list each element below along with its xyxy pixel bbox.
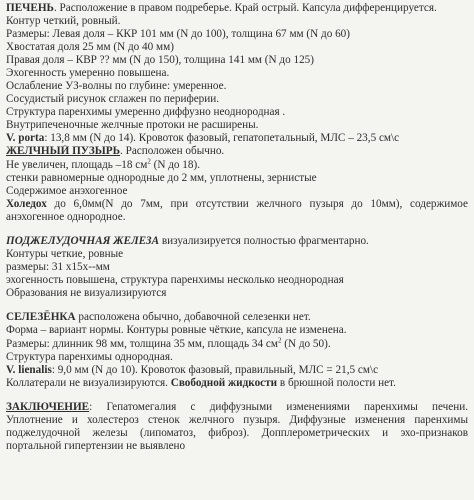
liver-line: Сосудистый рисунок сглажен по периферии. [6,93,220,105]
vlienalis-label: V. lienalis [6,364,52,376]
spleen-size-sup: 2 [277,337,282,345]
pancreas-line: Образования не визуализируются [6,287,167,299]
pancreas-line: Контуры четкие, ровные [6,248,124,260]
liver-line: Внутрипеченочные желчные протоки не расширены. [6,119,259,131]
liver-line: Контур четкий, ровный. [6,15,121,27]
spacer [6,300,468,310]
spleen-size-text: Размеры: длинник 98 мм, толщина 35 мм, площадь 34 см [6,338,278,350]
vporta-text: : 13,8 мм (N до 14). Кровоток фазовый, гепатопетальный, МЛС – 23,5 см\с [44,132,400,144]
vlienalis-text: : 9,0 мм (N до 10). Кровоток фазовый, правильный, МЛС = 21,5 см\с [51,364,379,376]
conclusion-line: портальной гипертензии не выявлено [6,440,186,452]
gallbladder-line: стенки равномерные однородные до 2 мм, уплотнены, зернистые [6,172,317,184]
vporta-line [6,132,468,145]
pancreas-section [6,234,468,300]
gallbladder-size-tail: (N до 18). [150,159,201,171]
pancreas-heading-line [6,234,468,248]
free-fluid-label: Свободной жидкости [170,377,278,389]
liver-section [6,2,468,145]
liver-heading: ПЕЧЕНЬ [6,2,54,14]
liver-line: Правая доля – КВР ?? мм (N до 150), толщина 141 мм (N до 125) [6,54,314,66]
spleen-heading-line [6,310,468,324]
spleen-heading: СЕЛЕЗЁНКА [6,311,76,323]
free-fluid-tail: в брюшной полости нет. [277,377,396,389]
vporta-label: V. porta [6,132,45,144]
spacer [6,390,468,400]
pancreas-heading-text: визуализируется полностью фрагментарно. [159,235,369,247]
gallbladder-section [6,145,468,224]
pancreas-line: эхогенность повышена, структура паренхимы несколько неоднородная [6,274,344,286]
gallbladder-line: Содержимое анэхогенное [6,185,128,197]
liver-heading-line [6,2,468,15]
spacer [6,224,468,234]
collaterals-text: Коллатерали не визуализируются. [6,377,171,389]
liver-heading-text: . Расположение в правом подреберье. Край острый. Капсула дифференцируется. [53,2,437,14]
gallbladder-size-sup: 2 [147,158,151,166]
choledoch-line-2: анэхогенное однородное. [6,211,126,223]
conclusion-line [6,400,468,414]
liver-line: Размеры: Левая доля – ККР 101 мм (N до 100), толщина 67 мм (N до 60) [6,28,351,40]
choledoch-line [6,198,468,211]
conclusion-line: Уплотнение и холестероз стенок желчного пузыря. Диффузные изменения паренхимы [6,414,468,426]
vlienalis-line [6,364,468,377]
pancreas-line: размеры: 31 х15х--мм [6,261,110,273]
liver-line: Эхогенность умеренно повышена. [6,67,170,79]
spleen-line: Структура паренхимы однородная. [6,351,173,363]
gallbladder-heading-line [6,145,468,158]
choledoch-label: Холедох [6,198,47,210]
spleen-section [6,310,468,390]
spleen-heading-text: расположена обычно, добавочной селезенки нет. [75,311,311,323]
spleen-size-line [6,337,468,351]
collaterals-line [6,377,468,390]
spleen-size-tail: (N до 50). [281,338,331,350]
choledoch-text: до 6,0мм(N до 7мм, при отсутствии желчного пузыря до 10мм), содержимое [46,198,468,210]
spleen-line: Форма – вариант нормы. Контуры ровные чёткие, капсула не изменена. [6,324,347,336]
conclusion-line: поджелудочной железы (липоматоз, фиброз). Допплерометрических и эхо-признаков [6,427,468,439]
liver-line: Хвостатая доля 25 мм (N до 40 мм) [6,41,174,53]
gallbladder-size-text: Не увеличен, площадь –18 см [6,159,148,171]
liver-line: Структура паренхимы умеренно диффузно неоднородная . [6,106,286,118]
liver-line: Ослабление УЗ-волны по глубине: умеренное. [6,80,227,92]
conclusion-heading: ЗАКЛЮЧЕНИЕ [6,401,90,413]
gallbladder-size-line [6,158,468,172]
gallbladder-heading-text: . Расположен обычно. [120,145,225,157]
pancreas-heading: ПОДЖЕЛУДОЧНАЯ ЖЕЛЕЗА [6,235,160,247]
conclusion-section [6,400,468,453]
gallbladder-heading: ЖЕЛЧНЫЙ ПУЗЫРЬ [6,145,120,157]
conclusion-text-1: : Гепатомегалия с диффузными изменениями паренхимы печени. [89,401,468,413]
